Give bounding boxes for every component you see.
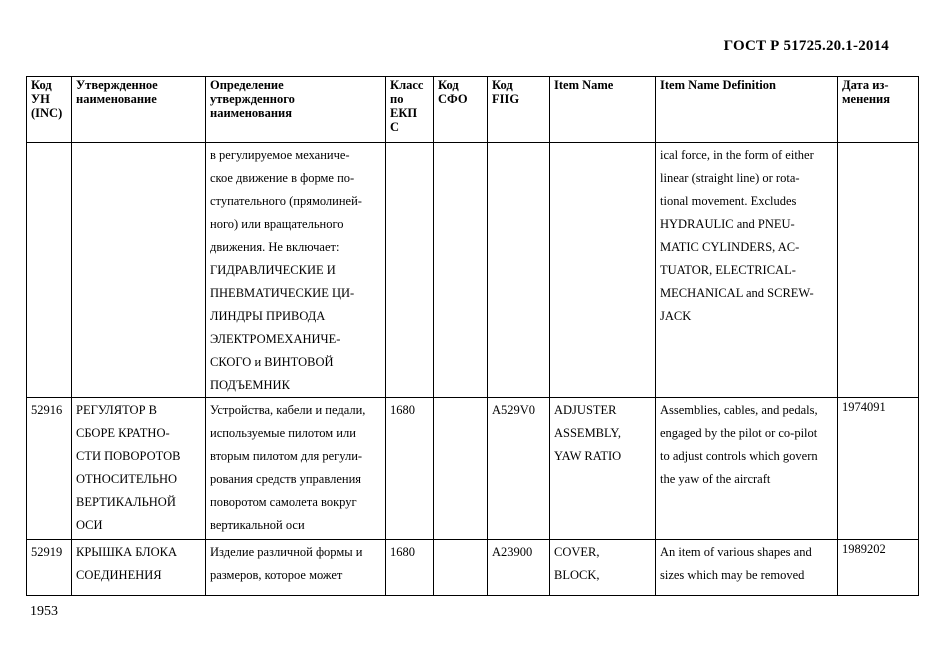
cell-definition-ru	[206, 540, 386, 596]
cell-inc	[27, 540, 72, 596]
table-row	[27, 398, 919, 540]
cell-definition-en	[656, 540, 838, 596]
cell-line: ское движение в форме по-	[210, 171, 355, 185]
cell-line: ВЕРТИКАЛЬНОЙ	[76, 495, 176, 509]
document-code: ГОСТ Р 51725.20.1-2014	[723, 38, 889, 54]
cell-line: MATIC CYLINDERS, AC-	[660, 240, 800, 254]
column-header-line: ЕКП	[390, 106, 418, 120]
cell-inc	[27, 398, 72, 540]
cell-line: An item of various shapes and	[660, 545, 812, 559]
cell-change-date	[838, 398, 919, 540]
column-header-line: Определение	[210, 78, 284, 92]
cell-definition-ru	[206, 143, 386, 398]
cell-value: 1974091	[842, 400, 886, 414]
column-header-line: утвержденного	[210, 92, 295, 106]
cell-sfo	[434, 143, 488, 398]
cell-item-name	[550, 540, 656, 596]
data-table	[26, 76, 919, 596]
cell-line: TUATOR, ELECTRICAL-	[660, 263, 796, 277]
cell-fiig	[488, 398, 550, 540]
cell-line: рования средств управления	[210, 472, 362, 486]
cell-value: A529V0	[492, 403, 536, 417]
column-header-sfo	[434, 77, 488, 143]
cell-change-date	[838, 143, 919, 398]
cell-line: Assemblies, cables, and pedals,	[660, 403, 818, 417]
cell-line: tional movement. Excludes	[660, 194, 797, 208]
cell-line: СКОГО и ВИНТОВОЙ	[210, 355, 334, 369]
cell-line: BLOCK,	[554, 568, 600, 582]
column-header-line: Утвержденное	[76, 78, 158, 92]
cell-line: ПНЕВМАТИЧЕСКИЕ ЦИ-	[210, 286, 355, 300]
cell-value: 1989202	[842, 542, 886, 556]
cell-line: ОСИ	[76, 518, 103, 532]
column-header-inc	[27, 77, 72, 143]
column-header-line: наименования	[210, 106, 293, 120]
cell-name-ru	[72, 540, 206, 596]
cell-line: поворотом самолета вокруг	[210, 495, 357, 509]
column-header-definition-en	[656, 77, 838, 143]
cell-line: Устройства, кабели и педали,	[210, 403, 366, 417]
cell-line: СБОРЕ КРАТНО-	[76, 426, 170, 440]
cell-name-ru	[72, 143, 206, 398]
cell-line: MECHANICAL and SCREW-	[660, 286, 814, 300]
cell-value: 52919	[31, 545, 63, 559]
cell-line: ADJUSTER	[554, 403, 617, 417]
cell-line: ЛИНДРЫ ПРИВОДА	[210, 309, 326, 323]
cell-definition-en	[656, 398, 838, 540]
cell-line: COVER,	[554, 545, 600, 559]
cell-definition-ru	[206, 398, 386, 540]
column-header-fiig	[488, 77, 550, 143]
cell-line: engaged by the pilot or co-pilot	[660, 426, 818, 440]
cell-line: используемые пилотом или	[210, 426, 356, 440]
column-header-class	[386, 77, 434, 143]
cell-line: в регулируемое механиче-	[210, 148, 350, 162]
cell-line: РЕГУЛЯТОР В	[76, 403, 157, 417]
cell-line: the yaw of the aircraft	[660, 472, 771, 486]
cell-line: to adjust controls which govern	[660, 449, 818, 463]
cell-item-name	[550, 398, 656, 540]
cell-line: КРЫШКА БЛОКА	[76, 545, 178, 559]
cell-line: linear (straight line) or rota-	[660, 171, 800, 185]
table-body	[27, 143, 919, 596]
column-header-name-ru	[72, 77, 206, 143]
column-header-definition-ru	[206, 77, 386, 143]
table-row	[27, 143, 919, 398]
column-header-item-name	[550, 77, 656, 143]
cell-line: ical force, in the form of either	[660, 148, 814, 162]
column-header-line: СФО	[438, 92, 468, 106]
cell-value: 1680	[390, 545, 415, 559]
column-header-line: (INC)	[31, 106, 63, 120]
column-header-change-date	[838, 77, 919, 143]
column-header-line: Item Name	[554, 78, 614, 92]
cell-line: СТИ ПОВОРОТОВ	[76, 449, 181, 463]
cell-line: ступательного (прямолиней-	[210, 194, 362, 208]
cell-line: Изделие различной формы и	[210, 545, 363, 559]
cell-line: вторым пилотом для регули-	[210, 449, 363, 463]
column-header-line: наименование	[76, 92, 157, 106]
column-header-line: менения	[842, 92, 890, 106]
cell-line: JACK	[660, 309, 692, 323]
column-header-line: по	[390, 92, 404, 106]
cell-line: вертикальной оси	[210, 518, 305, 532]
cell-inc	[27, 143, 72, 398]
cell-definition-en	[656, 143, 838, 398]
cell-name-ru	[72, 398, 206, 540]
table-header-row	[27, 77, 919, 143]
cell-fiig	[488, 143, 550, 398]
cell-line: ПОДЪЕМНИК	[210, 378, 290, 392]
cell-class	[386, 143, 434, 398]
cell-value: A23900	[492, 545, 533, 559]
column-header-line: Класс	[390, 78, 424, 92]
cell-line: СОЕДИНЕНИЯ	[76, 568, 162, 582]
column-header-line: Код	[438, 78, 459, 92]
cell-line: размеров, которое может	[210, 568, 343, 582]
cell-fiig	[488, 540, 550, 596]
column-header-line: Дата из-	[842, 78, 889, 92]
cell-line: ОТНОСИТЕЛЬНО	[76, 472, 178, 486]
cell-class	[386, 398, 434, 540]
cell-line: ГИДРАВЛИЧЕСКИЕ И	[210, 263, 336, 277]
cell-class	[386, 540, 434, 596]
column-header-line: УН	[31, 92, 50, 106]
cell-line: HYDRAULIC and PNEU-	[660, 217, 795, 231]
column-header-line: Item Name Definition	[660, 78, 776, 92]
page-number: 1953	[30, 604, 58, 619]
cell-sfo	[434, 540, 488, 596]
column-header-line: Код	[31, 78, 52, 92]
cell-change-date	[838, 540, 919, 596]
cell-line: движения. Не включает:	[210, 240, 340, 254]
cell-line: sizes which may be removed	[660, 568, 805, 582]
cell-line: YAW RATIO	[554, 449, 622, 463]
cell-value: 52916	[31, 403, 63, 417]
column-header-line: Код	[492, 78, 513, 92]
cell-item-name	[550, 143, 656, 398]
table-row	[27, 540, 919, 596]
cell-line: ного) или вращательного	[210, 217, 344, 231]
column-header-line: FIIG	[492, 92, 520, 106]
column-header-line: С	[390, 120, 400, 134]
cell-sfo	[434, 398, 488, 540]
cell-line: ASSEMBLY,	[554, 426, 621, 440]
cell-value: 1680	[390, 403, 415, 417]
cell-line: ЭЛЕКТРОМЕХАНИЧЕ-	[210, 332, 341, 346]
